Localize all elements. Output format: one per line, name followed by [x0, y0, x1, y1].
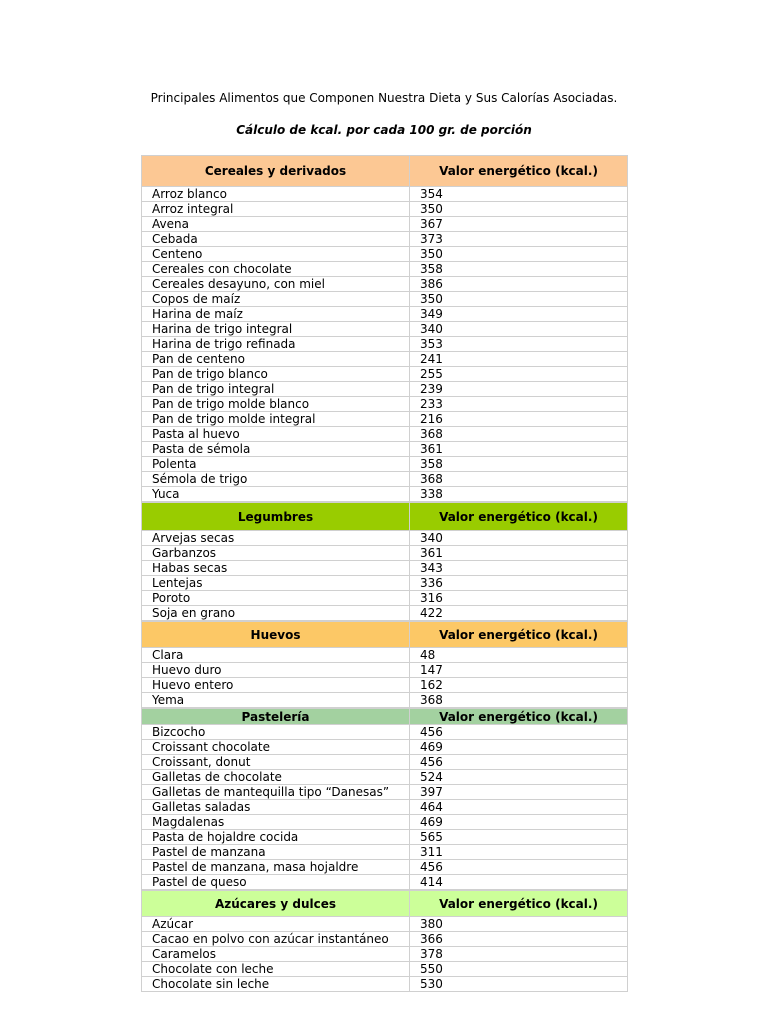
food-name: Cereales con chocolate: [142, 262, 410, 277]
food-name: Pasta al huevo: [142, 427, 410, 442]
table-row: [142, 875, 628, 890]
table-row: [142, 352, 628, 367]
food-name: Pastel de queso: [142, 875, 410, 890]
table-row: [142, 800, 628, 815]
table-row: [142, 678, 628, 693]
section-header-row: [142, 709, 628, 725]
kcal-value: 316: [410, 591, 628, 606]
kcal-value: 343: [410, 561, 628, 576]
table-row: [142, 740, 628, 755]
kcal-value: 350: [410, 247, 628, 262]
food-name: Croissant, donut: [142, 755, 410, 770]
value-header: Valor energético (kcal.): [410, 156, 628, 187]
food-name: Galletas de chocolate: [142, 770, 410, 785]
table-row: [142, 725, 628, 740]
table-row: [142, 591, 628, 606]
food-name: Pan de trigo integral: [142, 382, 410, 397]
food-name: Pastel de manzana, masa hojaldre: [142, 860, 410, 875]
food-name: Polenta: [142, 457, 410, 472]
table-row: [142, 247, 628, 262]
food-name: Pan de trigo molde blanco: [142, 397, 410, 412]
food-name: Croissant chocolate: [142, 740, 410, 755]
section-header-row: [142, 503, 628, 531]
food-name: Azúcar: [142, 917, 410, 932]
kcal-value: 456: [410, 860, 628, 875]
food-name: Arroz integral: [142, 202, 410, 217]
table-row: [142, 917, 628, 932]
food-table: [141, 502, 628, 621]
table-row: [142, 770, 628, 785]
kcal-value: 366: [410, 932, 628, 947]
table-row: [142, 202, 628, 217]
kcal-value: 353: [410, 337, 628, 352]
value-header: Valor energético (kcal.): [410, 709, 628, 725]
table-row: [142, 947, 628, 962]
table-row: [142, 546, 628, 561]
kcal-value: 241: [410, 352, 628, 367]
kcal-value: 524: [410, 770, 628, 785]
food-name: Avena: [142, 217, 410, 232]
food-name: Pasta de sémola: [142, 442, 410, 457]
kcal-value: 48: [410, 648, 628, 663]
food-name: Pan de trigo molde integral: [142, 412, 410, 427]
table-row: [142, 932, 628, 947]
food-table: [141, 155, 628, 502]
food-name: Copos de maíz: [142, 292, 410, 307]
section-header-row: [142, 891, 628, 917]
table-row: [142, 472, 628, 487]
page-subtitle: Cálculo de kcal. por cada 100 gr. de porción: [236, 123, 532, 137]
kcal-value: 550: [410, 962, 628, 977]
kcal-value: 469: [410, 815, 628, 830]
table-row: [142, 845, 628, 860]
table-row: [142, 217, 628, 232]
food-name: Huevo duro: [142, 663, 410, 678]
table-row: [142, 606, 628, 621]
food-name: Pan de trigo blanco: [142, 367, 410, 382]
food-name: Chocolate con leche: [142, 962, 410, 977]
kcal-value: 414: [410, 875, 628, 890]
table-row: [142, 576, 628, 591]
food-name: Cereales desayuno, con miel: [142, 277, 410, 292]
food-name: Lentejas: [142, 576, 410, 591]
food-name: Galletas de mantequilla tipo “Danesas”: [142, 785, 410, 800]
table-row: [142, 531, 628, 546]
table-row: [142, 457, 628, 472]
kcal-value: 386: [410, 277, 628, 292]
value-header: Valor energético (kcal.): [410, 891, 628, 917]
kcal-value: 378: [410, 947, 628, 962]
section-header: Legumbres: [142, 503, 410, 531]
table-row: [142, 815, 628, 830]
food-name: Soja en grano: [142, 606, 410, 621]
food-name: Pan de centeno: [142, 352, 410, 367]
table-row: [142, 232, 628, 247]
food-name: Arroz blanco: [142, 187, 410, 202]
calorie-tables: [141, 155, 627, 992]
kcal-value: 469: [410, 740, 628, 755]
kcal-value: 338: [410, 487, 628, 502]
food-name: Magdalenas: [142, 815, 410, 830]
kcal-value: 358: [410, 262, 628, 277]
section-header: Pastelería: [142, 709, 410, 725]
kcal-value: 373: [410, 232, 628, 247]
kcal-value: 336: [410, 576, 628, 591]
food-table: [141, 621, 628, 708]
table-row: [142, 322, 628, 337]
kcal-value: 239: [410, 382, 628, 397]
food-name: Cebada: [142, 232, 410, 247]
food-name: Yuca: [142, 487, 410, 502]
kcal-value: 216: [410, 412, 628, 427]
food-name: Pastel de manzana: [142, 845, 410, 860]
table-row: [142, 442, 628, 457]
section-header: Azúcares y dulces: [142, 891, 410, 917]
kcal-value: 456: [410, 725, 628, 740]
kcal-value: 368: [410, 472, 628, 487]
food-name: Harina de trigo integral: [142, 322, 410, 337]
section-header: Huevos: [142, 622, 410, 648]
food-name: Harina de trigo refinada: [142, 337, 410, 352]
kcal-value: 350: [410, 292, 628, 307]
section-header: Cereales y derivados: [142, 156, 410, 187]
table-row: [142, 277, 628, 292]
kcal-value: 162: [410, 678, 628, 693]
section-header-row: [142, 156, 628, 187]
food-name: Habas secas: [142, 561, 410, 576]
table-row: [142, 187, 628, 202]
table-row: [142, 830, 628, 845]
kcal-value: 367: [410, 217, 628, 232]
table-row: [142, 977, 628, 992]
kcal-value: 147: [410, 663, 628, 678]
kcal-value: 368: [410, 693, 628, 708]
food-name: Chocolate sin leche: [142, 977, 410, 992]
kcal-value: 380: [410, 917, 628, 932]
table-row: [142, 663, 628, 678]
food-name: Bizcocho: [142, 725, 410, 740]
kcal-value: 565: [410, 830, 628, 845]
table-row: [142, 785, 628, 800]
food-name: Caramelos: [142, 947, 410, 962]
food-table: [141, 890, 628, 992]
table-row: [142, 427, 628, 442]
food-name: Pasta de hojaldre cocida: [142, 830, 410, 845]
table-row: [142, 693, 628, 708]
food-name: Clara: [142, 648, 410, 663]
table-row: [142, 755, 628, 770]
kcal-value: 255: [410, 367, 628, 382]
food-name: Huevo entero: [142, 678, 410, 693]
food-name: Arvejas secas: [142, 531, 410, 546]
table-row: [142, 307, 628, 322]
kcal-value: 368: [410, 427, 628, 442]
value-header: Valor energético (kcal.): [410, 503, 628, 531]
kcal-value: 349: [410, 307, 628, 322]
kcal-value: 311: [410, 845, 628, 860]
value-header: Valor energético (kcal.): [410, 622, 628, 648]
kcal-value: 358: [410, 457, 628, 472]
kcal-value: 340: [410, 531, 628, 546]
food-name: Centeno: [142, 247, 410, 262]
food-table: [141, 708, 628, 890]
table-row: [142, 337, 628, 352]
kcal-value: 340: [410, 322, 628, 337]
food-name: Harina de maíz: [142, 307, 410, 322]
kcal-value: 361: [410, 546, 628, 561]
table-row: [142, 292, 628, 307]
table-row: [142, 860, 628, 875]
kcal-value: 397: [410, 785, 628, 800]
table-row: [142, 382, 628, 397]
food-name: Yema: [142, 693, 410, 708]
food-name: Sémola de trigo: [142, 472, 410, 487]
table-row: [142, 487, 628, 502]
table-row: [142, 648, 628, 663]
kcal-value: 456: [410, 755, 628, 770]
food-name: Galletas saladas: [142, 800, 410, 815]
table-row: [142, 367, 628, 382]
kcal-value: 361: [410, 442, 628, 457]
food-name: Cacao en polvo con azúcar instantáneo: [142, 932, 410, 947]
kcal-value: 464: [410, 800, 628, 815]
food-name: Garbanzos: [142, 546, 410, 561]
table-row: [142, 262, 628, 277]
table-row: [142, 561, 628, 576]
kcal-value: 422: [410, 606, 628, 621]
kcal-value: 530: [410, 977, 628, 992]
food-name: Poroto: [142, 591, 410, 606]
table-row: [142, 962, 628, 977]
page-title: Principales Alimentos que Componen Nuestra Dieta y Sus Calorías Asociadas.: [150, 91, 618, 105]
table-row: [142, 397, 628, 412]
table-row: [142, 412, 628, 427]
section-header-row: [142, 622, 628, 648]
kcal-value: 233: [410, 397, 628, 412]
kcal-value: 350: [410, 202, 628, 217]
kcal-value: 354: [410, 187, 628, 202]
